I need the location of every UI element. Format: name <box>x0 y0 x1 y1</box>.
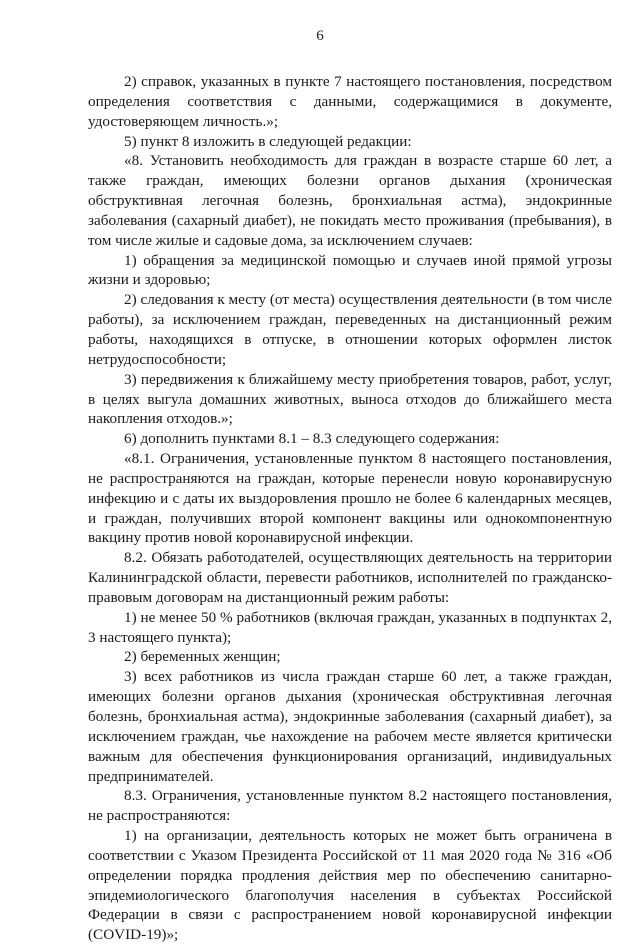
paragraph: 3) всех работников из числа граждан старше 60 лет, а также граждан, имеющих болезни органов дыхания (хроническая обструктивная легочная болезнь, бронхиальная астма), эндокринные заболевания (сахарный диабет), за исключением граждан, чье нахождение на рабочем месте является критически важным для обеспечения функционирования организаций, индивидуальных предпринимателей. <box>88 668 612 785</box>
page-number: 6 <box>316 28 324 44</box>
paragraph: 1) обращения за медицинской помощью и случаев иной прямой угрозы жизни и здоровью; <box>88 251 612 289</box>
paragraph: 3) передвижения к ближайшему месту приобретения товаров, работ, услуг, в целях выгула домашних животных, выноса отходов до ближайшего места накопления отходов.»; <box>88 370 612 428</box>
paragraph: «8.1. Ограничения, установленные пунктом 8 настоящего постановления, не распространяются на граждан, которые перенесли новую коронавирусную инфекцию и с даты их выздоровления прошло не более 6 календарных месяцев, и граждан, получивших второй компонент вакцины или однокомпонентную вакцину против новой коронавирусной инфекции. <box>88 450 612 547</box>
paragraph: 2) следования к месту (от места) осуществления деятельности (в том числе работы), за исключением граждан, переведенных на дистанционный режим работы, находящихся в отпуске, в отношении которых оформлен листок нетрудоспособности; <box>88 291 612 368</box>
paragraph: 1) не менее 50 % работников (включая граждан, указанных в подпунктах 2, 3 настоящего пункта); <box>88 608 612 646</box>
paragraph: 2) справок, указанных в пункте 7 настоящего постановления, посредством определения соответствия с данными, содержащимися в документе, удостоверяющем личность.»; <box>88 73 612 130</box>
paragraph: 1) на организации, деятельность которых не может быть ограничена в соответствии с Указом Президента Российской от 11 мая 2020 года № 316 «Об определении порядка продления действия мер по обеспечению санитарно-эпидемиологического благополучия населения в субъектах Российской Федерации в связи с распространением новой коронавирусной инфекции (COVID-19)»; <box>88 827 612 944</box>
paragraph: 5) пункт 8 изложить в следующей редакции: <box>124 132 412 150</box>
paragraph: 2) беременных женщин; <box>124 648 281 666</box>
document-body <box>88 72 612 945</box>
paragraph: 8.3. Ограничения, установленные пунктом 8.2 настоящего постановления, не распространяются: <box>88 787 612 825</box>
paragraph: 8.2. Обязать работодателей, осуществляющих деятельность на территории Калининградской области, перевести работников, исполнителей по гражданско-правовым договорам на дистанционный режим работы: <box>88 549 612 606</box>
paragraph: 6) дополнить пунктами 8.1 – 8.3 следующего содержания: <box>124 430 500 448</box>
paragraph: «8. Установить необходимость для граждан в возрасте старше 60 лет, а также граждан, имеющих болезни органов дыхания (хроническая обструктивная легочная болезнь, бронхиальная астма), эндокринные заболевания (сахарный диабет), не покидать место проживания (пребывания), в том числе жилые и садовые дома, за исключением случаев: <box>88 152 612 249</box>
